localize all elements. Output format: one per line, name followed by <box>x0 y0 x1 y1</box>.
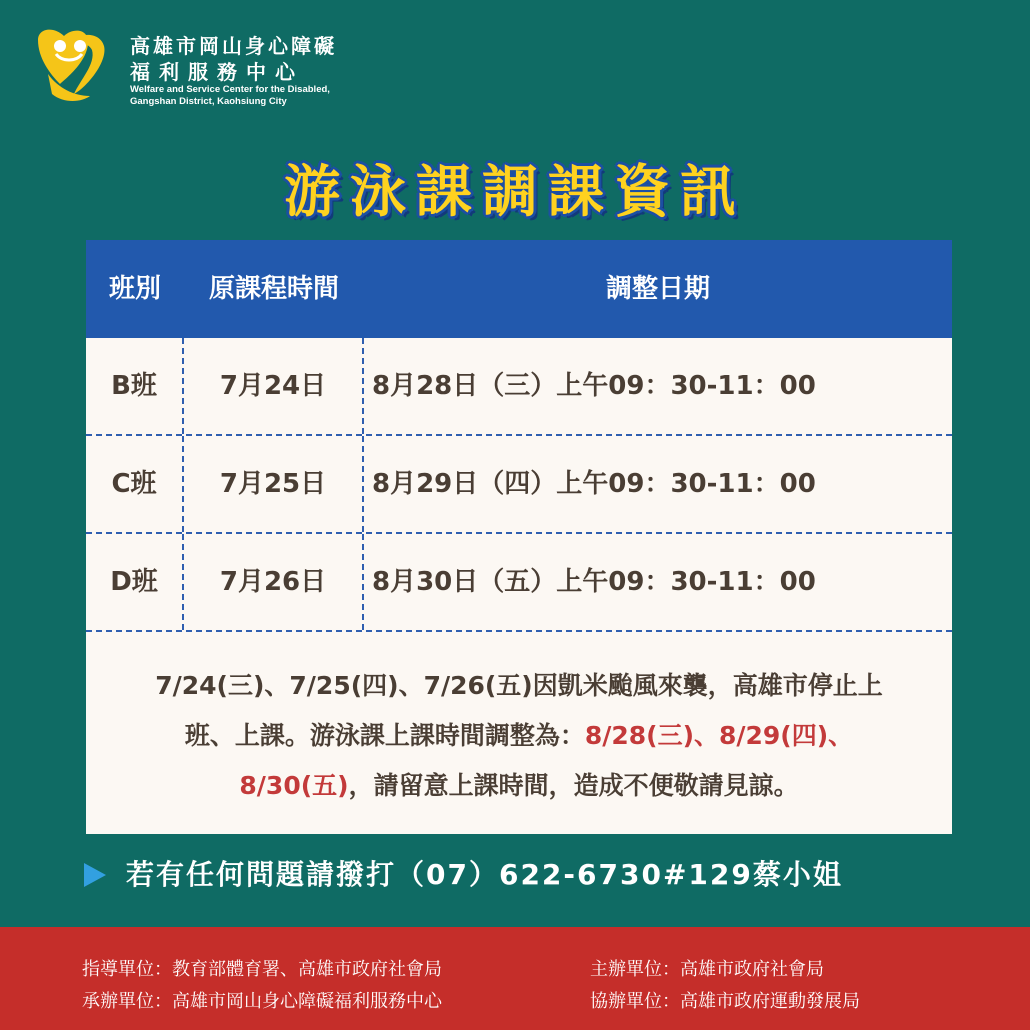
notice-highlight-date: 8/30(五) <box>239 771 349 800</box>
footer <box>0 927 1030 1030</box>
co-organizer-unit: 協辦單位：高雄市政府運動發展局 <box>590 991 860 1012</box>
original-date-cell: 7月26日 <box>184 534 364 630</box>
header <box>30 22 430 112</box>
contact-text: 若有任何問題請撥打（07）622-6730#129蔡小姐 <box>126 858 843 891</box>
organizer-unit: 主辦單位：高雄市政府社會局 <box>590 959 824 980</box>
notice-line-2-text: 班、上課。游泳課上課時間調整為： <box>184 721 585 750</box>
header-class: 班別 <box>108 274 161 304</box>
class-cell: D班 <box>86 534 184 630</box>
table-row <box>86 436 952 534</box>
notice-text <box>86 636 952 834</box>
notice-line-1: 7/24(三)、7/25(四)、7/26(五)因凱米颱風來襲，高雄市停止上 <box>155 671 883 700</box>
schedule-panel <box>86 240 952 834</box>
org-name-en-line2: Gangshan District, Kaohsiung City <box>130 96 287 107</box>
page-title: 游泳課調課資訊 <box>284 160 746 225</box>
notice-line-3 <box>86 766 952 802</box>
adjusted-date-cell: 8月30日（五）上午09：30-11：00 <box>372 567 816 597</box>
adjusted-date-cell: 8月28日（三）上午09：30-11：00 <box>372 371 816 401</box>
contact-info <box>84 852 843 898</box>
original-date-cell: 7月25日 <box>184 436 364 532</box>
guide-unit: 指導單位：教育部體育署、高雄市政府社會局 <box>82 959 442 980</box>
play-arrow-icon <box>84 863 106 887</box>
table-row <box>86 534 952 632</box>
notice-line-3-text: ，請留意上課時間，造成不便敬請見諒。 <box>348 771 799 800</box>
undertaker-unit: 承辦單位：高雄市岡山身心障礙福利服務中心 <box>82 991 442 1012</box>
adjusted-date-cell: 8月29日（四）上午09：30-11：00 <box>372 469 816 499</box>
class-cell: B班 <box>86 338 184 434</box>
notice-highlight-dates: 8/28(三)、8/29(四)、 <box>584 721 854 750</box>
header-adjusted-date: 調整日期 <box>605 274 710 304</box>
notice-line-2 <box>86 716 952 752</box>
header-original-time: 原課程時間 <box>208 274 339 304</box>
original-date-cell: 7月24日 <box>184 338 364 434</box>
org-logo-icon <box>30 22 118 108</box>
class-cell: C班 <box>86 436 184 532</box>
org-name-en-line1: Welfare and Service Center for the Disabled, <box>130 84 330 95</box>
org-name-zh-line2: 福利服務中心 <box>130 60 304 84</box>
table-row <box>86 338 952 436</box>
org-name-zh-line1: 高雄市岡山身心障礙 <box>130 34 337 58</box>
table-header <box>86 240 952 338</box>
